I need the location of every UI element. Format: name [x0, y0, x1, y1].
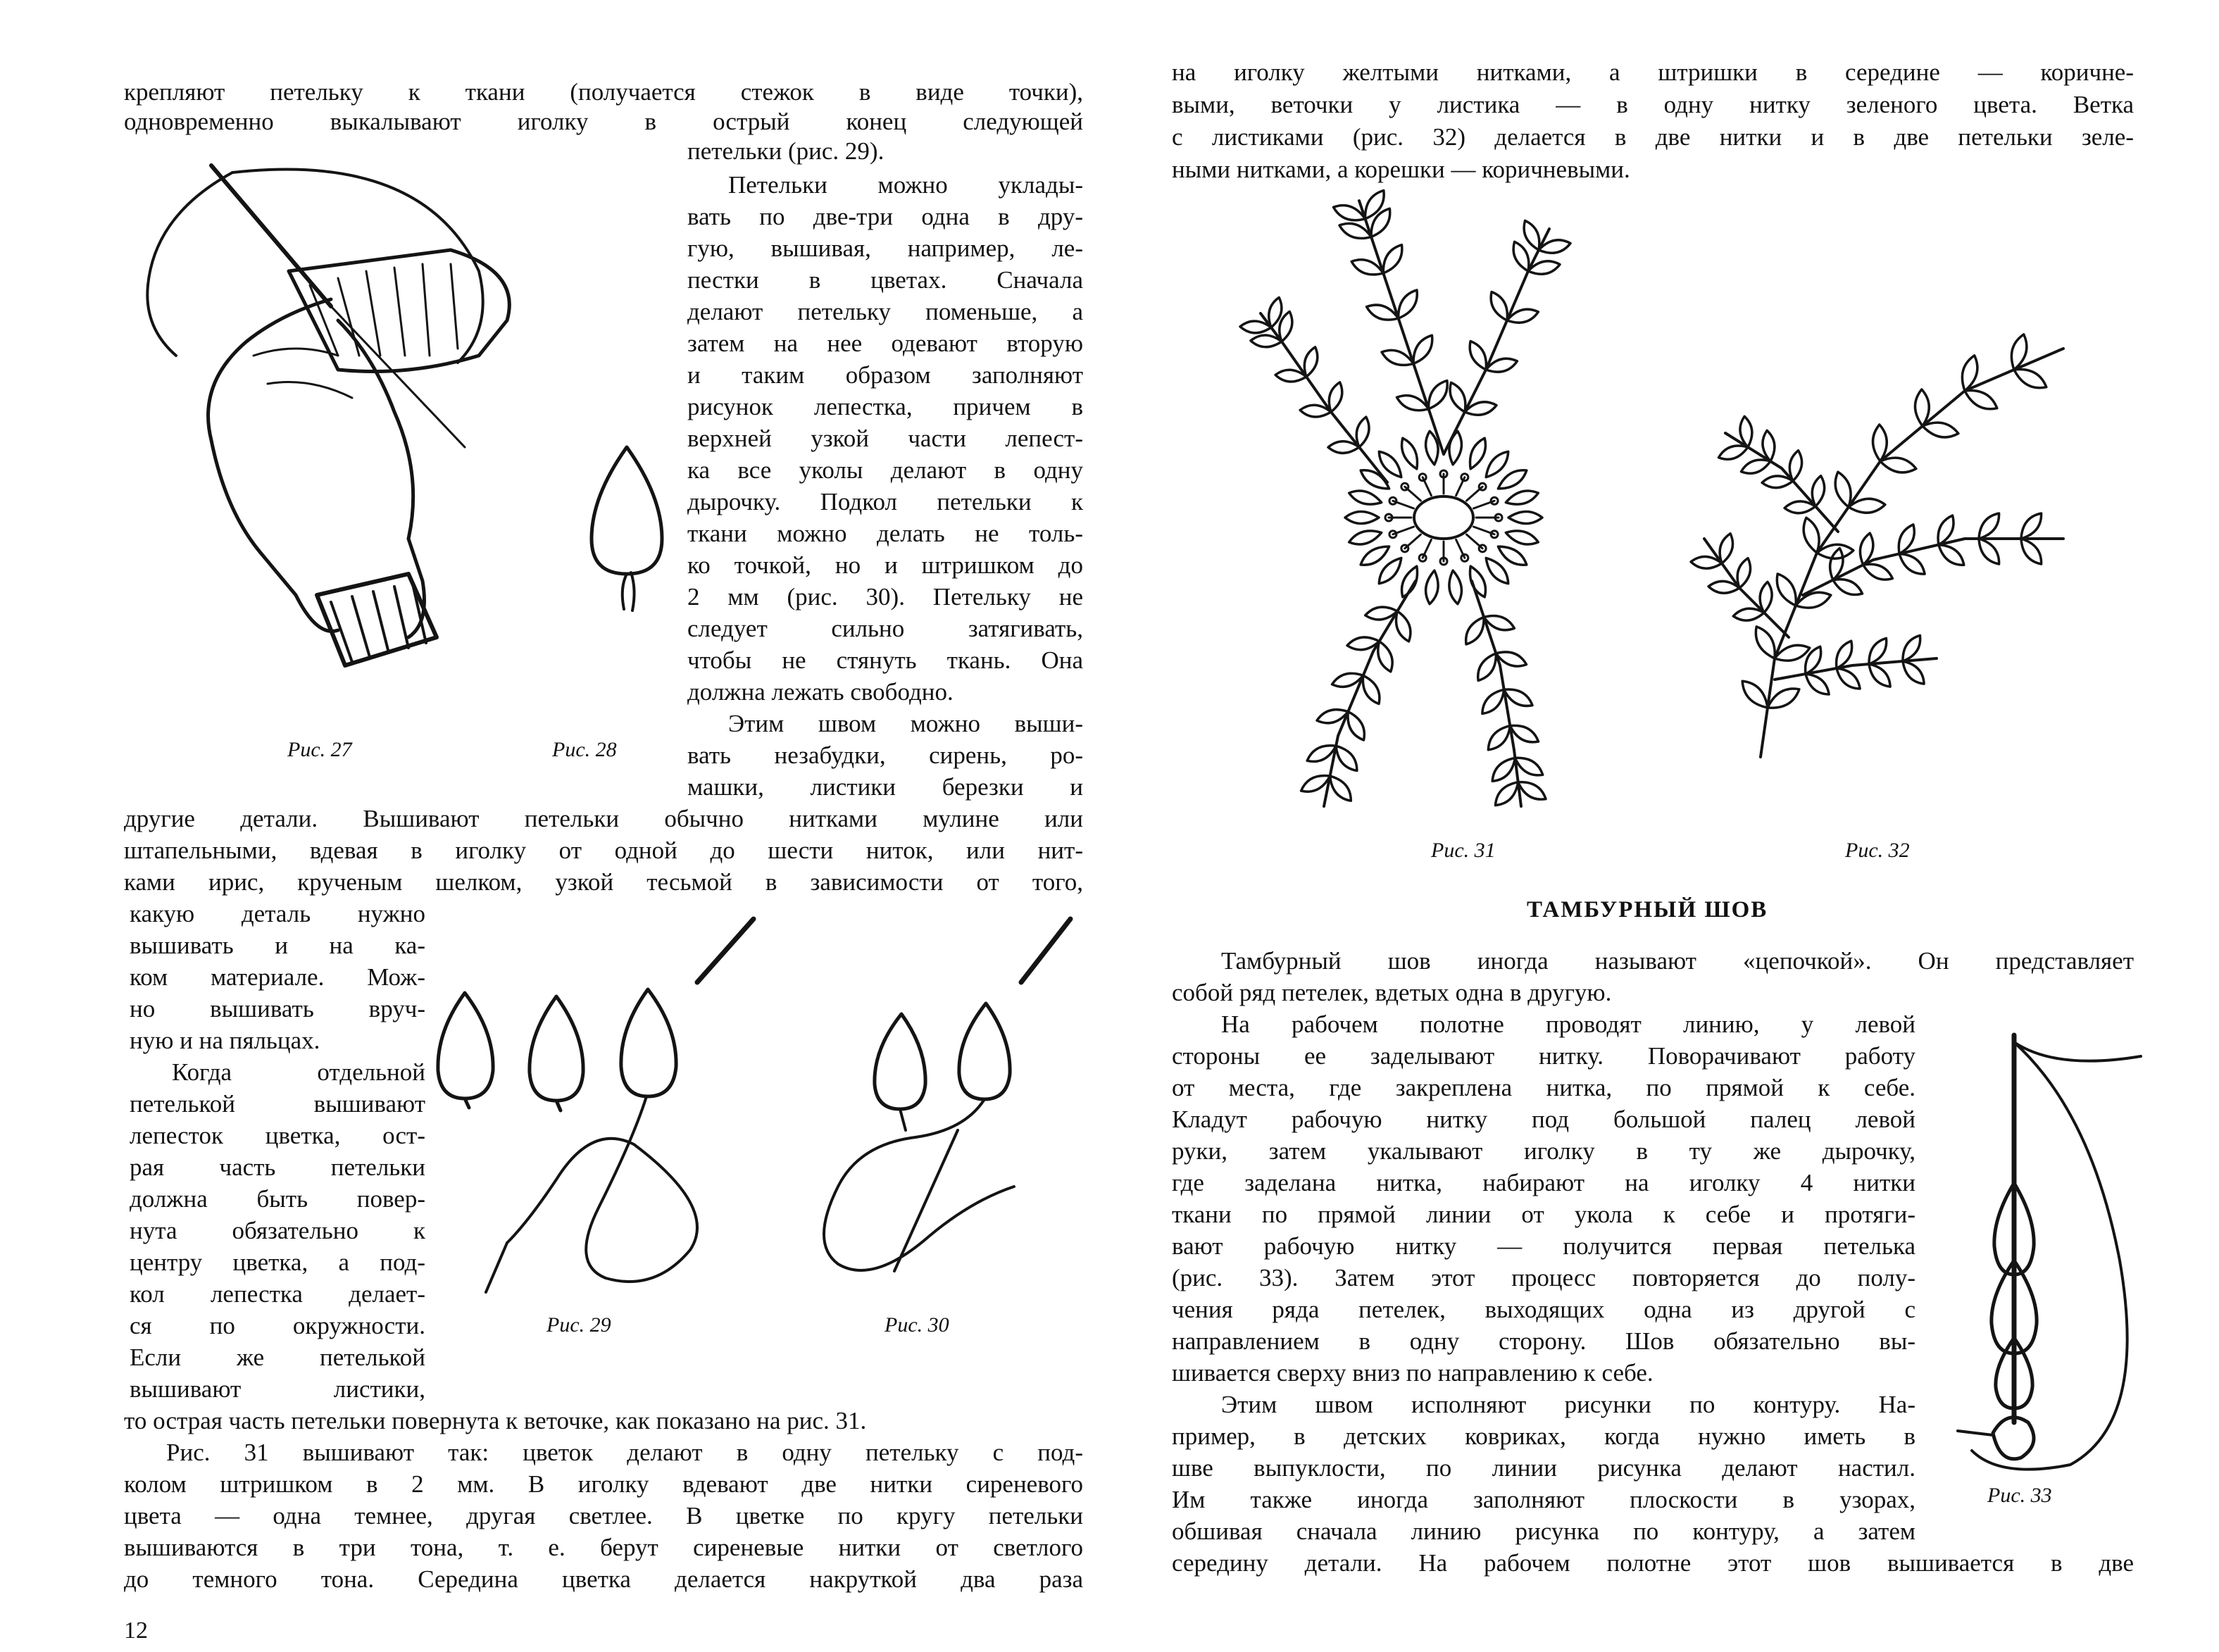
right-branch-leaf	[1979, 539, 1999, 564]
left-column-line: машки, листики березки и	[687, 773, 1083, 801]
figure-31-flower-with-branches	[1232, 187, 1627, 820]
lower-right-branch-leaf	[1515, 758, 1542, 775]
lower-left-branch-leaf	[1363, 675, 1379, 703]
main-branch-leaf	[1873, 425, 1887, 461]
flower-petal	[1361, 546, 1389, 565]
upper-left-branch-leaf	[1812, 476, 1824, 506]
upper-right-branch-leaf	[1491, 292, 1507, 321]
lower-left-branch-leaf	[1348, 712, 1364, 740]
upper-left-branch-leaf	[1328, 442, 1359, 453]
left-narrow-line: Если же петелькой	[130, 1344, 425, 1371]
right-branch-leaf	[1833, 580, 1863, 595]
left-column-line: рисунок лепестка, причем в	[687, 393, 1083, 420]
caption-fig-27: Рис. 27	[287, 738, 352, 761]
left-column-line: Петельки можно уклады-	[728, 171, 1083, 199]
main-branch-leaf	[1880, 458, 1916, 473]
flower-petal	[1506, 491, 1538, 504]
left-bottom-line-2: Рис. 31 вышивают так: цветок делают в одну петельку с под-	[166, 1439, 1083, 1466]
left-middle-line-2: штапельными, вдевая в иголку от одной до шести ниток, или нит-	[124, 837, 1083, 864]
upper-left-branch-stem	[1725, 433, 1838, 532]
left-column-line: дырочку. Подкол петельки к	[687, 488, 1083, 515]
flower-petal	[1349, 531, 1382, 544]
left-narrow-line: Когда отдельной	[172, 1058, 425, 1086]
left-column-line: вать незабудки, сирень, ро-	[687, 741, 1083, 769]
caption-fig-33: Рис. 33	[1987, 1484, 2052, 1507]
left-branch-leaf	[1733, 608, 1764, 620]
figure-27-hand-with-needle	[127, 144, 507, 708]
main-branch-leaf	[1804, 518, 1819, 553]
flower-petal	[1508, 512, 1542, 524]
right-intro-line-2: собой ряд петелек, вдетых одна в другую.	[1172, 979, 1612, 1006]
right-column-line: вают рабочую нитку — получится первая петелька	[1172, 1232, 1915, 1260]
right-branch-leaf	[1899, 553, 1925, 574]
right-column-line: Кладут рабочую нитку под большой палец левой	[1172, 1106, 1915, 1133]
upper-left-branch-leaf	[1789, 451, 1801, 481]
lower-left-branch-leaf	[1396, 611, 1410, 642]
main-branch-leaf	[1742, 681, 1768, 708]
right-column-line: от места, где закреплена нитка, по прямой к себе.	[1172, 1074, 1915, 1101]
left-column-line: гую, вышивая, например, ле-	[687, 234, 1083, 262]
lower-branch-leaf	[1869, 664, 1890, 687]
left-branch-stem	[1704, 539, 1789, 637]
upper-right-branch-leaf	[1524, 220, 1539, 250]
flower-petal	[1449, 431, 1462, 465]
main-branch-stem	[1761, 349, 2063, 757]
left-narrow-line: вышивают листики,	[130, 1375, 425, 1403]
right-branch-leaf	[1979, 513, 1999, 539]
right-column-line: где заделана нитка, набирают на иголку 4 нитки	[1172, 1169, 1915, 1196]
right-column-line: (рис. 33). Затем этот процесс повторяется до полу-	[1172, 1264, 1915, 1291]
right-top-line-3: с листиками (рис. 32) делается в две нитки и в две петельки зеле-	[1172, 123, 2134, 151]
upper-right-branch-leaf	[1470, 342, 1486, 370]
left-column-line: чтобы не стянуть ткань. Она	[687, 646, 1083, 674]
left-column-line: верхней узкой части лепест-	[687, 425, 1083, 452]
main-branch-leaf	[1965, 391, 1997, 409]
right-last-line: середину детали. На рабочем полотне этот шов вышивается в две	[1172, 1549, 2134, 1577]
left-branch-leaf	[1720, 534, 1732, 563]
lower-branch-leaf	[1837, 668, 1860, 689]
left-bottom-line-3: колом штришком в 2 мм. В иголку вдевают две нитки сиреневого	[124, 1470, 1083, 1498]
right-column-line: шве выпуклости, по линии рисунка делают настил.	[1172, 1454, 1915, 1482]
figure-33-chain-stitch	[1944, 1028, 2148, 1479]
caption-fig-31: Рис. 31	[1431, 839, 1496, 862]
flower-petal	[1349, 491, 1382, 504]
main-branch-leaf	[2014, 370, 2046, 388]
left-narrow-line: ком материале. Мож-	[130, 963, 425, 991]
lower-right-branch-leaf	[1510, 725, 1538, 741]
top-branch-leaf	[1383, 245, 1402, 273]
right-top-line-2: выми, веточки у листика — в одну нитку зеленого цвета. Ветка	[1172, 91, 2134, 118]
right-column-line: чения ряда петелек, выходящих одна из другой с	[1172, 1296, 1915, 1323]
lower-right-branch-leaf	[1478, 653, 1496, 681]
left-column-line: 2 мм (рис. 30). Петельку не	[687, 583, 1083, 611]
left-column-line: ка все уколы делают в одну	[687, 456, 1083, 484]
upper-left-branch-leaf	[1762, 476, 1793, 488]
main-branch-leaf	[1835, 472, 1851, 507]
upper-left-branch-leaf	[1329, 382, 1342, 412]
lower-left-branch-leaf	[1378, 642, 1392, 672]
left-column-line: петельки (рис. 29).	[687, 137, 885, 165]
left-column-line: Этим швом можно выши-	[728, 710, 1083, 737]
left-narrow-line: какую деталь нужно	[130, 900, 425, 927]
lower-right-branch-leaf	[1504, 689, 1532, 706]
right-branch-leaf	[1938, 515, 1954, 545]
left-narrow-line: кол лепестка делает-	[130, 1280, 425, 1308]
top-branch-leaf	[1429, 381, 1448, 409]
left-narrow-line: ся по окружности.	[130, 1312, 425, 1339]
upper-right-branch-leaf	[1450, 382, 1465, 412]
right-column-line: Этим швом исполняют рисунки по контуру. На-	[1221, 1391, 1915, 1418]
upper-left-branch-leaf	[1356, 417, 1369, 447]
left-middle-line-1: другие детали. Вышивают петельки обычно нитками мулине или	[124, 805, 1083, 832]
right-top-line-4: ными нитками, а корешки — коричневыми.	[1172, 156, 1630, 183]
left-narrow-line: петелькой вышивают	[130, 1090, 425, 1118]
left-column-line: ко точкой, но и штришком до	[687, 551, 1083, 579]
flower-petal	[1449, 570, 1462, 604]
right-column-line: Им также иногда заполняют плоскости в узорах,	[1172, 1486, 1915, 1513]
main-branch-leaf	[1756, 627, 1775, 658]
left-narrow-line: но вышивать вруч-	[130, 995, 425, 1022]
left-bottom-line-1: то острая часть петельки повернута к веточке, как показано на рис. 31.	[124, 1407, 867, 1434]
figure-32-leafy-branch	[1697, 327, 2134, 764]
right-branch-leaf	[1939, 545, 1964, 565]
left-narrow-line: лепесток цветка, ост-	[130, 1122, 425, 1149]
lower-left-branch-leaf	[1336, 746, 1357, 770]
left-column-line: делают петельку поменьше, а	[687, 298, 1083, 325]
left-narrow-line: рая часть петельки	[130, 1153, 425, 1181]
upper-left-branch-leaf	[1742, 460, 1771, 473]
caption-fig-29: Рис. 29	[546, 1313, 611, 1337]
lower-right-branch-leaf	[1466, 617, 1484, 644]
flower-center	[1414, 496, 1473, 539]
flower-petal	[1402, 438, 1418, 469]
lower-right-branch-leaf	[1492, 758, 1515, 781]
main-branch-leaf	[1777, 574, 1796, 606]
lower-branch-leaf	[1903, 635, 1920, 661]
upper-left-branch-leaf	[1304, 347, 1317, 377]
figure-28-single-loop	[577, 433, 676, 616]
left-bottom-line-5: вышиваются в три тона, т. е. берут сиреневые нитки от светлого	[124, 1534, 1083, 1561]
flower-petal	[1486, 558, 1508, 583]
left-column-line: затем на нее одевают вторую	[687, 330, 1083, 357]
lower-left-branch-leaf	[1307, 746, 1336, 762]
page-number: 12	[124, 1617, 148, 1644]
lower-left-branch-leaf	[1330, 776, 1351, 801]
lower-right-branch-leaf	[1482, 689, 1504, 713]
left-narrow-line: нута обязательно к	[130, 1217, 425, 1244]
right-column-line: обшивая сначала линию рисунка по контуру, а затем	[1172, 1518, 1915, 1545]
caption-fig-30: Рис. 30	[885, 1313, 949, 1337]
top-branch-leaf	[1365, 191, 1384, 219]
flower-petal	[1470, 438, 1486, 469]
right-branch-leaf	[2021, 513, 2042, 539]
lower-branch-leaf	[1837, 641, 1852, 668]
flower-petal	[1345, 512, 1379, 524]
flower-petal	[1426, 570, 1439, 604]
section-heading: ТАМБУРНЫЙ ШОВ	[1527, 897, 1768, 922]
left-column-line: и таким образом заполняют	[687, 361, 1083, 389]
right-column-line: пример, в детских ковриках, когда нужно иметь в	[1172, 1422, 1915, 1450]
top-branch-stem	[1359, 201, 1444, 454]
lower-right-branch-leaf	[1488, 726, 1510, 750]
left-column-line: пестки в цветах. Сначала	[687, 266, 1083, 294]
left-branch-leaf	[1760, 582, 1772, 613]
right-top-line-1: на иголку желтыми нитками, а штришки в середине — коричне-	[1172, 58, 2134, 86]
lower-branch-leaf	[1903, 661, 1924, 684]
left-top-line-1: крепляют петельку к ткани (получается стежок в виде точки),	[124, 78, 1083, 106]
left-bottom-line-6: до темного тона. Середина цветка делается накруткой два раза	[124, 1565, 1083, 1593]
left-narrow-line: должна быть повер-	[130, 1185, 425, 1213]
flower-petal	[1486, 451, 1508, 477]
right-column-line: шивается сверху вниз по направлению к себе.	[1172, 1359, 1654, 1387]
left-narrow-line: ную и на пяльцах.	[130, 1027, 320, 1054]
lower-left-branch-leaf	[1301, 776, 1330, 792]
flower-petal	[1498, 470, 1526, 489]
flower-petal	[1498, 546, 1526, 565]
right-branch-leaf	[1863, 564, 1893, 580]
main-branch-leaf	[1923, 423, 1958, 437]
right-column-line: стороны ее заделывают нитку. Поворачивают работу	[1172, 1042, 1915, 1070]
caption-fig-28: Рис. 28	[552, 738, 617, 761]
main-branch-leaf	[1768, 689, 1799, 708]
lower-right-branch-leaf	[1496, 782, 1518, 806]
lower-branch-leaf	[1869, 638, 1887, 664]
main-branch-leaf	[1915, 389, 1929, 426]
left-column-line: вать по две-три одна в дру-	[687, 203, 1083, 230]
left-middle-line-3: ками ирис, крученым шелком, узкой тесьмой в зависимости от того,	[124, 868, 1083, 896]
figure-29-loop-sequence	[423, 912, 775, 1306]
left-bottom-line-4: цвета — одна темнее, другая светлее. В цветке по кругу петельки	[124, 1502, 1083, 1529]
lower-branch-leaf	[1806, 674, 1829, 694]
left-column-line: ткани можно делать не толь-	[687, 520, 1083, 547]
upper-left-branch-leaf	[1280, 311, 1292, 342]
flower-petal	[1379, 451, 1401, 477]
caption-fig-32: Рис. 32	[1845, 839, 1910, 862]
right-branch-leaf	[2021, 539, 2042, 564]
top-branch-leaf	[1413, 335, 1432, 363]
left-column-line: должна лежать свободно.	[687, 678, 954, 706]
right-column-line: ткани по прямой линии от укола к себе и протяги-	[1172, 1201, 1915, 1228]
upper-left-branch-leaf	[1784, 501, 1815, 513]
left-branch-leaf	[1737, 558, 1750, 588]
flower-petal	[1506, 531, 1538, 544]
left-narrow-line: вышивать и на ка-	[130, 932, 425, 959]
upper-right-branch-stem	[1444, 229, 1549, 454]
upper-left-branch-leaf	[1719, 446, 1749, 459]
figure-30-loops-with-tails	[789, 905, 1085, 1299]
left-narrow-line: центру цветка, а под-	[130, 1249, 425, 1276]
right-intro-line-1: Тамбурный шов иногда называют «цепочкой». Он представляет	[1221, 947, 2134, 975]
left-top-line-2: одновременно выкалывают иголку в острый конец следующей	[124, 108, 1083, 135]
right-column-line: направлением в одну сторону. Шов обязательно вы-	[1172, 1327, 1915, 1355]
right-column-line: руки, затем укалывают иголку в ту же дырочку,	[1172, 1137, 1915, 1165]
upper-right-branch-leaf	[1513, 242, 1529, 271]
lower-right-branch-leaf	[1518, 782, 1546, 800]
right-branch-leaf	[1899, 525, 1914, 554]
right-column-line: На рабочем полотне проводят линию, у левой	[1221, 1010, 1915, 1038]
top-branch-leaf	[1399, 290, 1418, 318]
flower-petal	[1379, 558, 1401, 583]
left-column-line: следует сильно затягивать,	[687, 615, 1083, 642]
